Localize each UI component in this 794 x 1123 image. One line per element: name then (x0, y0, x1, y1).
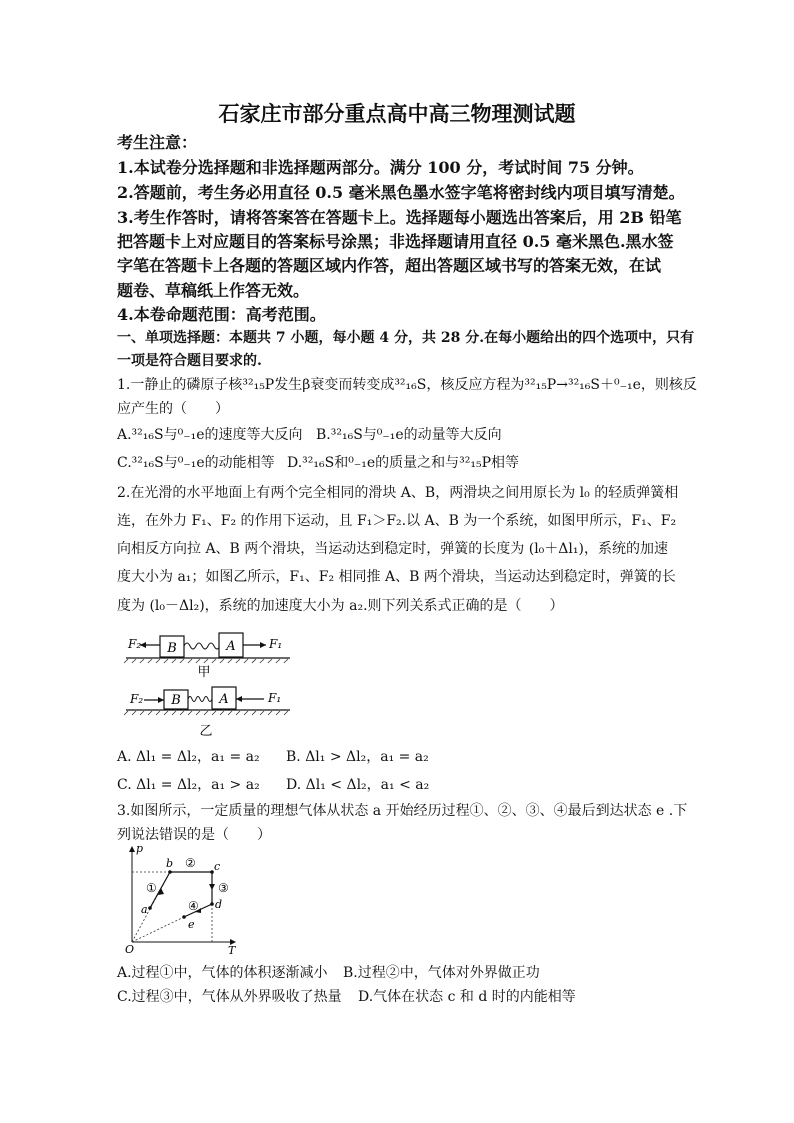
notice-line: 4.本卷命题范围：高考范围。 (117, 305, 326, 324)
page-title: 石家庄市部分重点高中高三物理测试题 (218, 101, 576, 126)
block-b-label: B (171, 693, 181, 708)
arrow-left-icon (236, 696, 242, 702)
q2-option-d: D. Δl₁ < Δl₂，a₁ < a₂ (286, 777, 430, 793)
q1-stem: 1.一静止的磷原子核³²₁₅P发生β衰变而转变成³²₁₆S，核反应方程为³²₁₅P→³²₁₆S＋⁰₋₁e，则核反 (117, 377, 697, 393)
q3-stem: 3.如图所示，一定质量的理想气体从状态 a 开始经历过程①、②、③、④最后到达状态 e .下 (117, 803, 688, 819)
x-axis-label: T (228, 944, 236, 954)
q3-option-d: D.气体在状态 c 和 d 时的内能相等 (358, 989, 576, 1005)
point-c-label: c (214, 860, 221, 873)
arrow-right-icon (158, 697, 164, 703)
notice-line: 题卷、草稿纸上作答无效。 (117, 281, 310, 300)
arrow-up-icon (129, 846, 135, 852)
q1-option-b: B.³²₁₆S与⁰₋₁e的动量等大反向 (316, 427, 502, 443)
block-a-label: A (226, 639, 236, 654)
q2-figure-yi (118, 683, 298, 739)
figure-caption-yi: 乙 (199, 724, 213, 739)
point-b-label: b (166, 857, 174, 870)
notice-line: 3.考生作答时，请将答案答在答题卡上。选择题每小题选出答案后，用 2B 铅笔 (117, 208, 682, 227)
point-e-label: e (188, 918, 195, 931)
notice-heading: 考生注意： (117, 133, 198, 152)
q1-option-a: A.³²₁₆S与⁰₋₁e的速度等大反向 (117, 427, 303, 443)
process-3-label: ③ (218, 881, 229, 895)
block-a-label: A (219, 692, 229, 707)
force-f2-label: F₂ (130, 692, 144, 706)
point-a-label: a (141, 903, 148, 916)
force-f1-label: F₁ (269, 637, 283, 651)
notice-line: 2.答题前，考生务必用直径 0.5 毫米黑色墨水签字笔将密封线内项目填写清楚。 (117, 183, 685, 202)
q2-figure-jia (118, 628, 298, 680)
q2-stem-line: 连，在外力 F₁、F₂ 的作用下运动，且 F₁＞F₂.以 A、B 为一个系统，如图甲所示，F₁、F₂ (117, 513, 677, 529)
q1-option-d: D.³²₁₆S和⁰₋₁e的质量之和与³²₁₅P相等 (287, 455, 519, 471)
figure-caption-jia: 甲 (197, 665, 211, 680)
q3-option-b: B.过程②中，气体对外界做正功 (343, 965, 540, 981)
q2-option-a: A. Δl₁ = Δl₂，a₁ = a₂ (117, 749, 260, 765)
q2-option-b: B. Δl₁ > Δl₂，a₁ = a₂ (286, 749, 429, 765)
process-1-label: ① (146, 881, 157, 895)
arrow-right-icon (260, 642, 266, 648)
q2-option-c: C. Δl₁ = Δl₂，a₁ > a₂ (117, 777, 260, 793)
block-b-label: B (167, 641, 177, 656)
q1-stem-cont: 应产生的（ ） (117, 401, 229, 417)
notice-line: 把答题卡上对应题目的答案标号涂黑；非选择题请用直径 0.5 毫米黑色.黑水签 (117, 232, 674, 251)
section-heading-cont: 一项是符合题目要求的. (117, 353, 262, 369)
spring (188, 697, 212, 702)
origin-label: O (125, 943, 135, 954)
q3-pt-graph (122, 842, 242, 954)
point-d-label: d (215, 898, 223, 911)
section-heading: 一、单项选择题：本题共 7 小题，每小题 4 分，共 28 分.在每小题给出的四个选项中，只有 (117, 330, 695, 346)
process-2-label: ② (185, 856, 196, 870)
q2-stem-line: 2.在光滑的水平地面上有两个完全相同的滑块 A、B，两滑块之间用原长为 l₀ 的轻质弹簧相 (117, 485, 679, 501)
force-f1-label: F₁ (268, 691, 282, 705)
notice-line: 字笔在答题卡上各题的答题区域内作答，超出答题区域书写的答案无效，在试 (117, 256, 662, 275)
process-4-label: ④ (188, 899, 199, 913)
y-axis-label: p (136, 842, 144, 855)
q3-option-c: C.过程③中，气体从外界吸收了热量 (117, 989, 342, 1005)
q1-option-c: C.³²₁₆S与⁰₋₁e的动能相等 (117, 455, 275, 471)
q2-stem-line: 向相反方向拉 A、B 两个滑块，当运动达到稳定时，弹簧的长度为 (l₀＋Δl₁)，系统的加速 (117, 541, 668, 557)
q3-stem-cont: 列说法错误的是（ ） (117, 827, 271, 843)
q2-stem-line: 度为 (l₀－Δl₂)，系统的加速度大小为 a₂.则下列关系式正确的是（ ） (117, 598, 564, 614)
q2-stem-line: 度大小为 a₁；如图乙所示，F₁、F₂ 相同推 A、B 两个滑块，当运动达到稳定时，弹簧的长 (117, 569, 676, 585)
notice-line: 1.本试卷分选择题和非选择题两部分。满分 100 分，考试时间 75 分钟。 (117, 158, 644, 177)
arrow-down-icon (209, 884, 215, 890)
q3-option-a: A.过程①中，气体的体积逐渐减小 (117, 965, 328, 981)
force-f2-label: F₂ (128, 637, 142, 651)
